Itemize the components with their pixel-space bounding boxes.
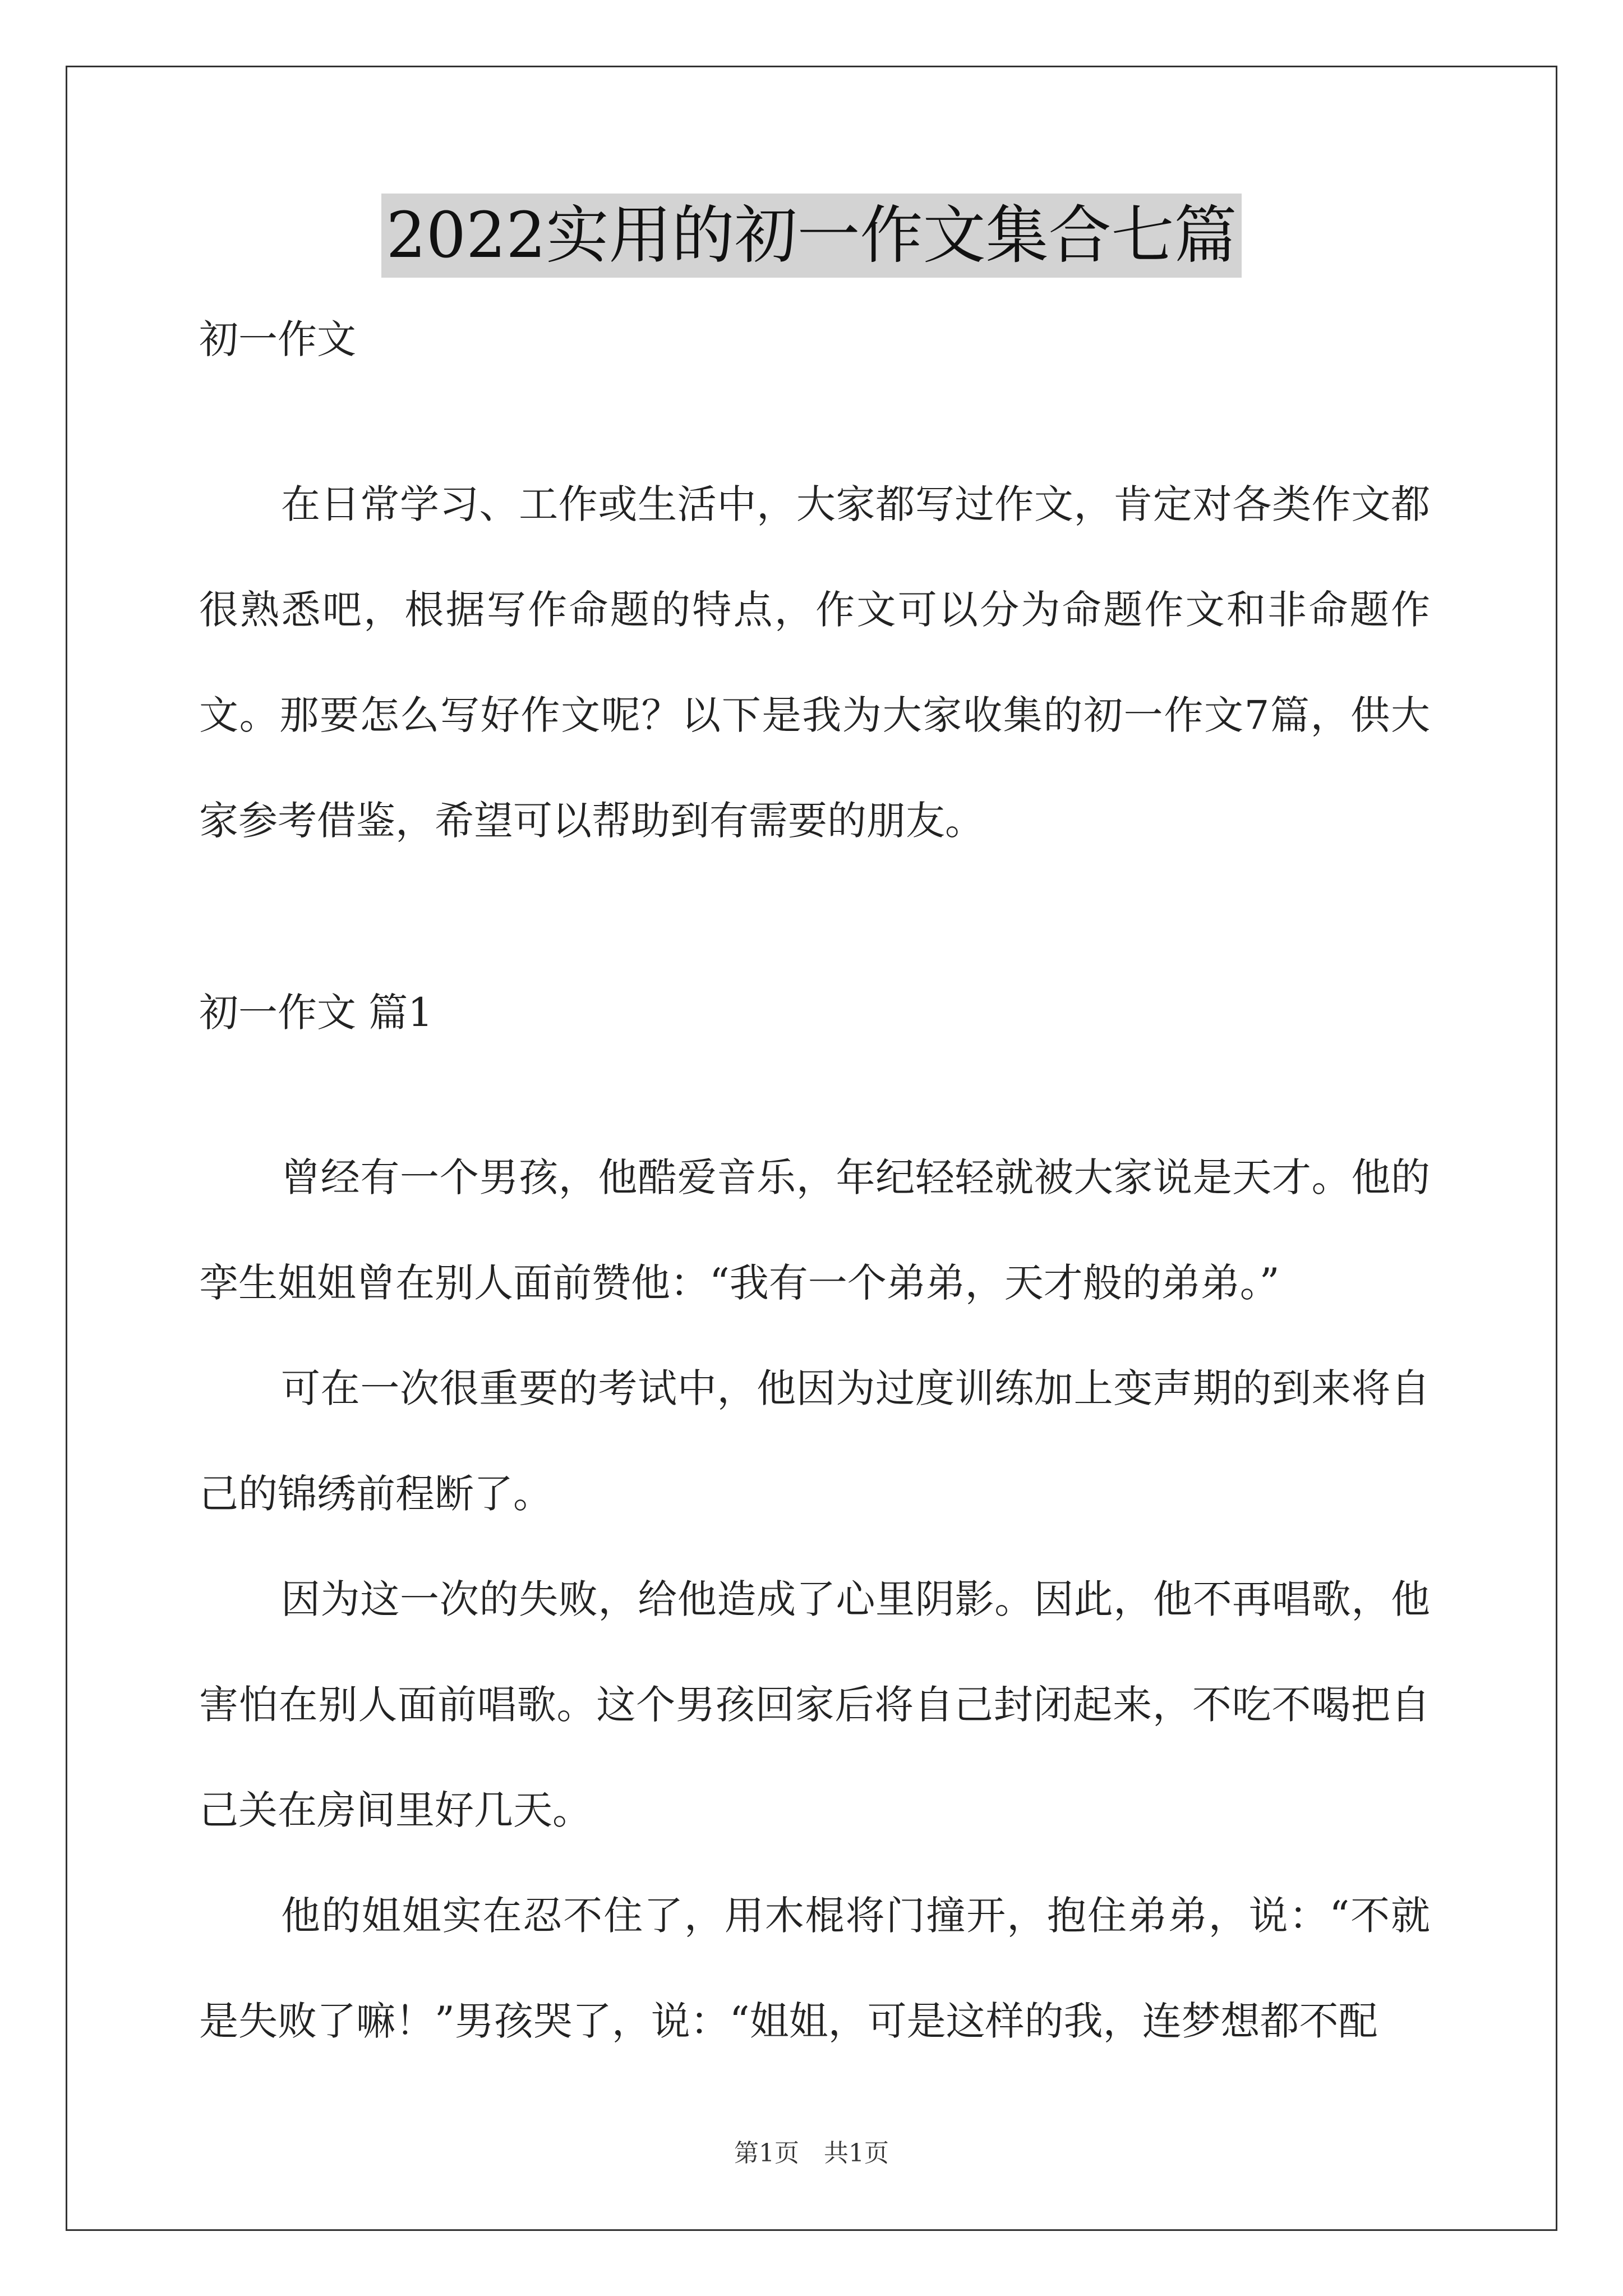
section-heading: 初一作文 <box>199 316 356 362</box>
intro-block <box>199 452 1430 873</box>
essay-heading: 初一作文 篇1 <box>199 990 433 1036</box>
document-title: 2022实用的初一作文集合七篇 <box>381 194 1241 278</box>
essay-paragraph: 曾经有一个男孩，他酷爱音乐，年纪轻轻就被大家说是天才。他的孪生姐姐曾在别人面前赞他：“我有一个弟弟，天才般的弟弟。” <box>199 1154 1430 1306</box>
essay-paragraph: 可在一次很重要的考试中，他因为过度训练加上变声期的到来将自己的锦绣前程断了。 <box>199 1365 1430 1517</box>
essay-paragraph: 因为这一次的失败，给他造成了心里阴影。因此，他不再唱歌，他害怕在别人面前唱歌。这个男孩回家后将自己封闭起来，不吃不喝把自己关在房间里好几天。 <box>199 1576 1430 1833</box>
essay-paragraph: 他的姐姐实在忍不住了，用木棍将门撞开，抱住弟弟，说：“不就是失败了嘛！”男孩哭了，说：“姐姐，可是这样的我，连梦想都不配 <box>199 1893 1430 2044</box>
title-container <box>0 194 1623 278</box>
essay-block <box>199 1125 1430 2074</box>
page-footer: 第1页 共1页 <box>734 2139 889 2168</box>
intro-paragraph: 在日常学习、工作或生活中，大家都写过作文，肯定对各类作文都很熟悉吧，根据写作命题的特点，作文可以分为命题作文和非命题作文。那要怎么写好作文呢？以下是我为大家收集的初一作文7篇，供大家参考借鉴，希望可以帮助到有需要的朋友。 <box>199 481 1430 844</box>
